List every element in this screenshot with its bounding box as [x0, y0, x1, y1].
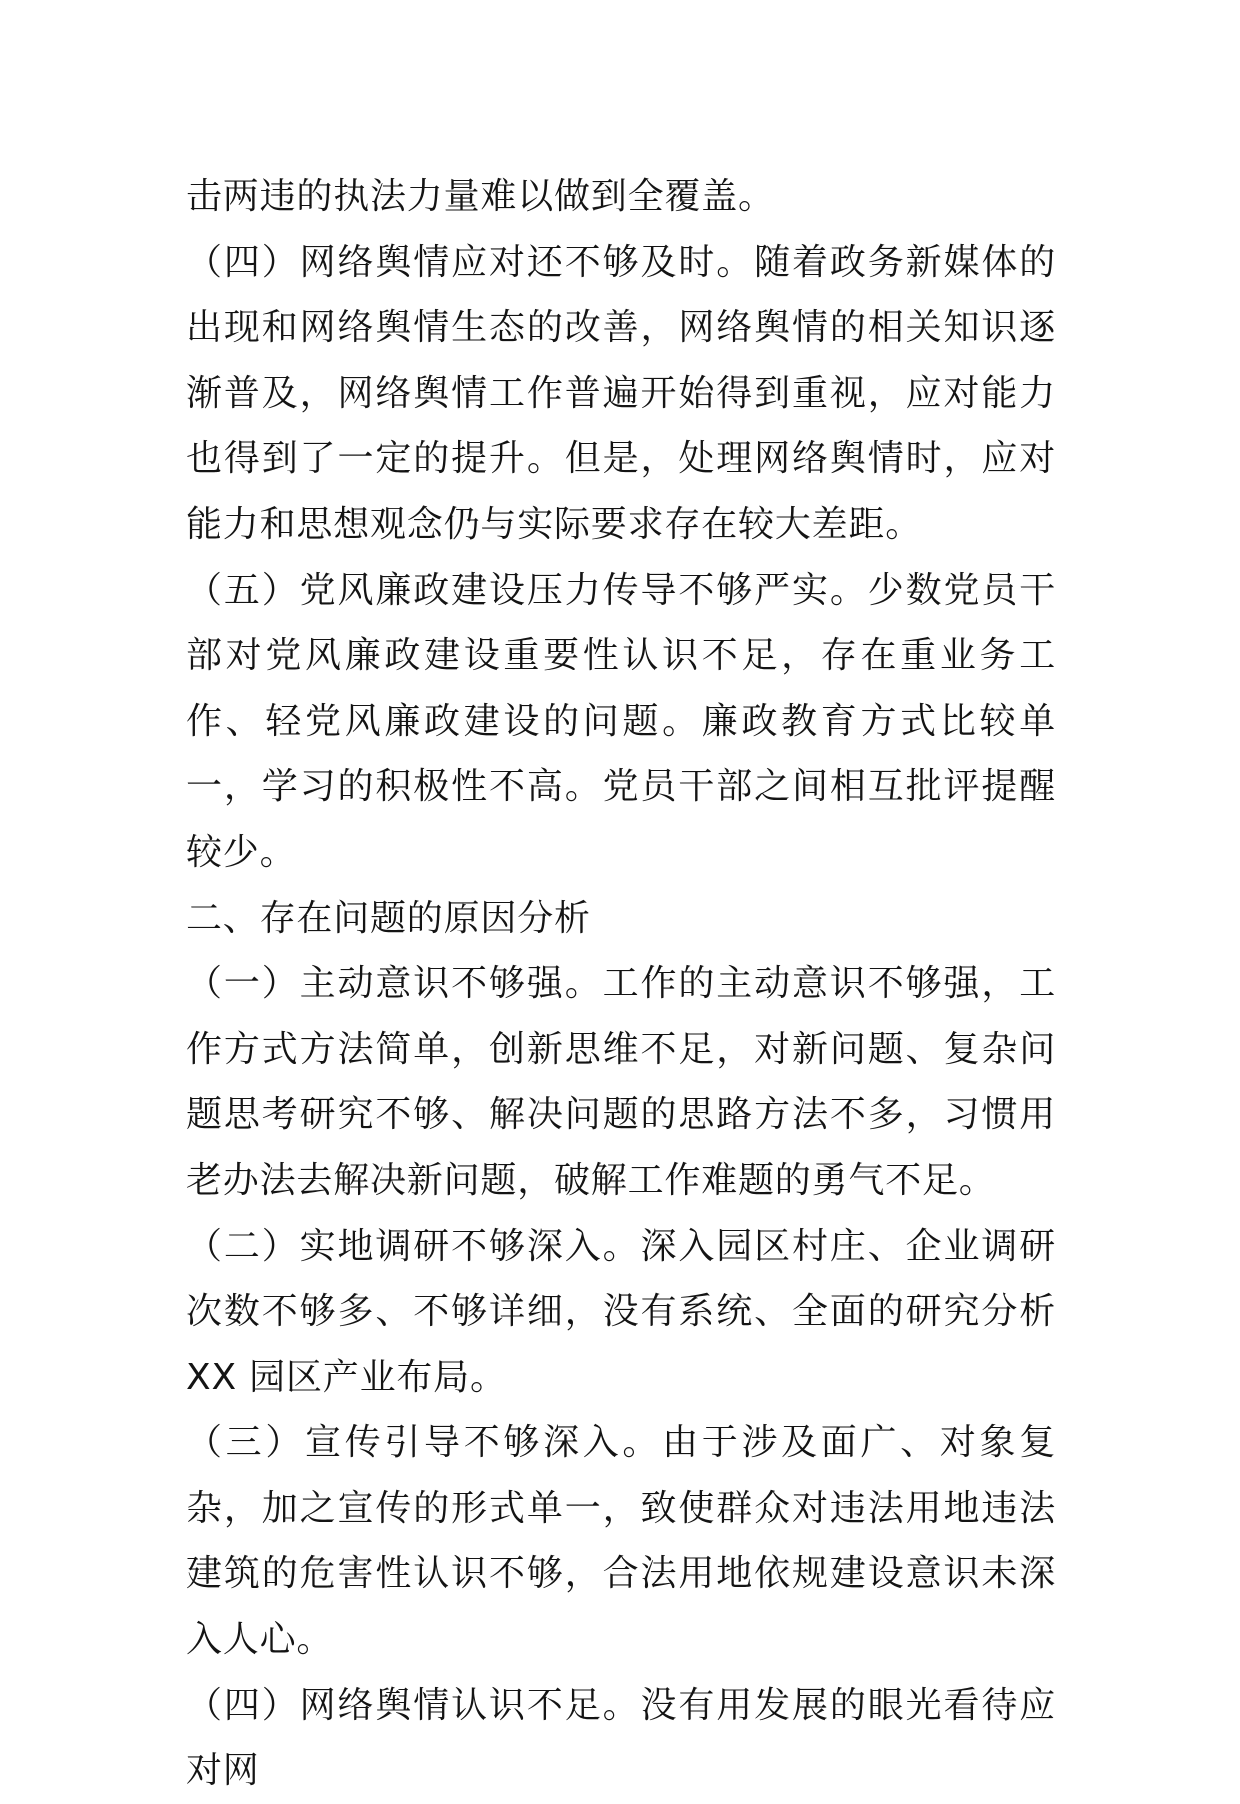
paragraph-item-5-integrity: （五）党风廉政建设压力传导不够严实。少数党员干部对党风廉政建设重要性认识不足，存在重业务工作、轻党风廉政建设的问题。廉政教育方式比较单一，学习的积极性不高。党员干部之间相互批评提醒较少。: [186, 569, 1056, 873]
paragraph-cause-2-research: （二）实地调研不够深入。深入园区村庄、企业调研次数不够多、不够详细，没有系统、全面的研究分析 XX 园区产业布局。: [186, 1225, 1056, 1398]
paragraph-cause-1-initiative: （一）主动意识不够强。工作的主动意识不够强，工作方式方法简单，创新思维不足，对新问题、复杂问题思考研究不够、解决问题的思路方法不多，习惯用老办法去解决新问题，破解工作难题的勇气不足。: [186, 963, 1056, 1201]
paragraph-cause-4-public-opinion: （四）网络舆情认识不足。没有用发展的眼光看待应对网: [186, 1684, 1056, 1792]
section-heading-cause-analysis: 二、存在问题的原因分析: [186, 897, 591, 939]
paragraph-cause-3-publicity: （三）宣传引导不够深入。由于涉及面广、对象复杂，加之宣传的形式单一，致使群众对违法用地违法建筑的危害性认识不够，合法用地依规建设意识未深入人心。: [186, 1422, 1056, 1661]
paragraph-continuation: 击两违的执法力量难以做到全覆盖。: [186, 176, 775, 217]
paragraph-item-4-public-opinion: （四）网络舆情应对还不够及时。随着政务新媒体的出现和网络舆情生态的改善，网络舆情的相关知识逐渐普及，网络舆情工作普遍开始得到重视，应对能力也得到了一定的提升。但是，处理网络舆情时，应对能力和思想观念仍与实际要求存在较大差距。: [186, 241, 1056, 545]
document-body: [186, 164, 1056, 1804]
